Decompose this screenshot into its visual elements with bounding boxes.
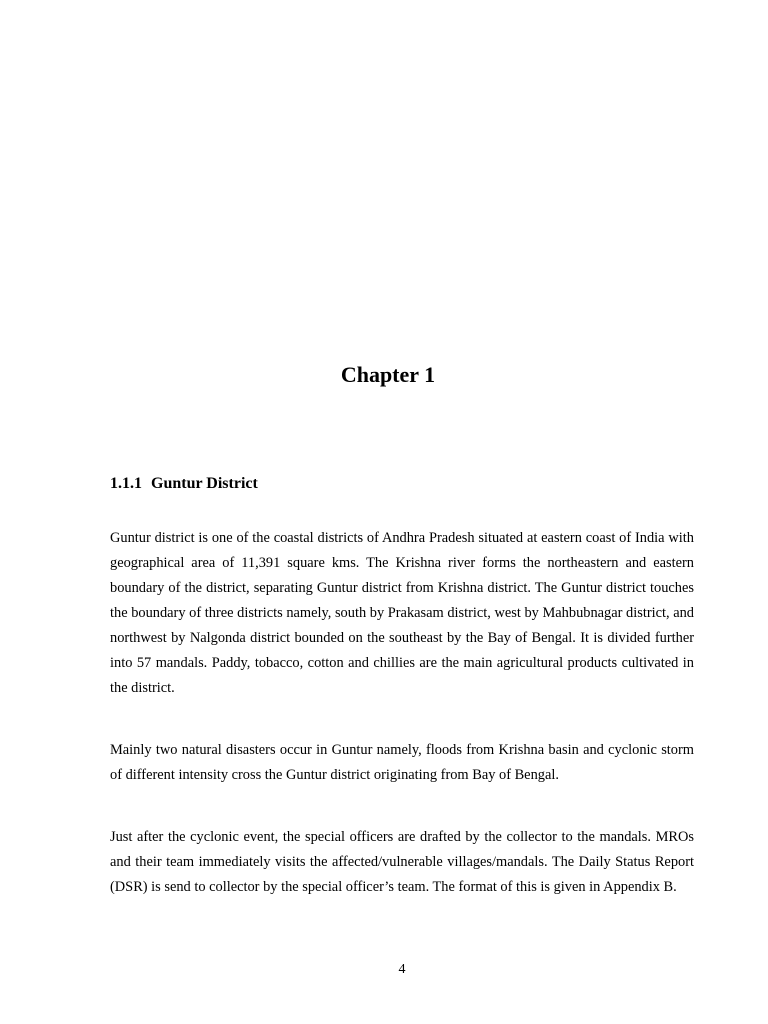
page-number: 4: [398, 962, 406, 977]
section-title: Guntur District: [151, 475, 258, 492]
body-paragraph-1: Guntur district is one of the coastal districts of Andhra Pradesh situated at eastern coast of India with geographical area of 11,391 square kms. The Krishna river forms the northeastern and eastern boundary of the district, separating Guntur district from Krishna district. The Guntur district touches the boundary of three districts namely, south by Prakasam district, west by Mahbubnagar district, and northwest by Nalgonda district bounded on the southeast by the Bay of Bengal. It is divided further into 57 mandals. Paddy, tobacco, cotton and chillies are the main agricultural products cultivated in the district.: [110, 530, 694, 696]
section-number: 1.1.1: [110, 475, 142, 492]
body-paragraph-2: Mainly two natural disasters occur in Guntur namely, floods from Krishna basin and cyclonic storm of different intensity cross the Guntur district originating from Bay of Bengal.: [110, 742, 694, 783]
body-paragraph-3: Just after the cyclonic event, the special officers are drafted by the collector to the mandals. MROs and their team immediately visits the affected/vulnerable villages/mandals. The Daily Status Report (DSR) is send to collector by the special officer’s team. The format of this is given in Appendix B.: [110, 829, 694, 895]
chapter-title: Chapter 1: [340, 362, 436, 387]
section-heading: [110, 472, 258, 496]
